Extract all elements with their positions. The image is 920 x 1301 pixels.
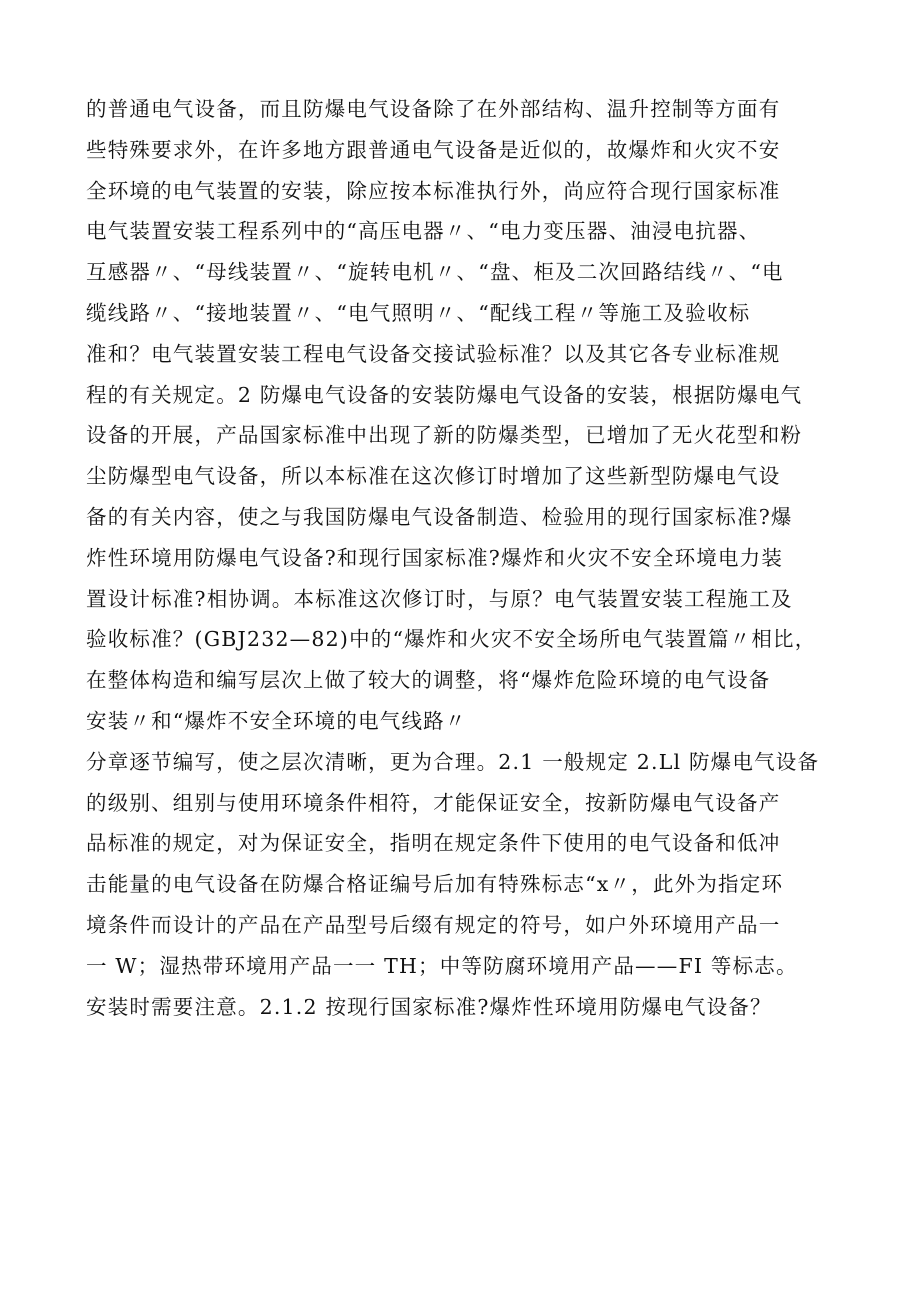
- text-line: 程的有关规定。2 防爆电气设备的安装防爆电气设备的安装，根据防爆电气: [86, 382, 803, 407]
- text-line: 验收标准？(GBJ232—82)中的“爆炸和火灾不安全场所电气装置篇〃相比，: [86, 627, 817, 652]
- text-line: 的级别、组别与使用环境条件相符，才能保证安全，按新防爆电气设备产: [86, 790, 781, 815]
- text-line: 炸性环境用防爆电气设备?和现行国家标准?爆炸和火灾不安全环境电力装: [86, 545, 784, 570]
- text-line: 一 W；湿热带环境用产品一一 TH；中等防腐环境用产品——FI 等标志。: [86, 953, 798, 978]
- text-line: 互感器〃、“母线装置〃、“旋转电机〃、“盘、柜及二次回路结线〃、“电: [86, 260, 784, 285]
- text-line: 缆线路〃、“接地装置〃、“电气照明〃、“配线工程〃等施工及验收标: [86, 300, 751, 325]
- text-line: 击能量的电气设备在防爆合格证编号后加有特殊标志“x〃，此外为指定环: [86, 872, 784, 897]
- text-line: 备的有关内容，使之与我国防爆电气设备制造、检验用的现行国家标准?爆: [86, 504, 793, 529]
- text-line: 境条件而设计的产品在产品型号后缀有规定的符号，如户外环境用产品一: [86, 912, 781, 937]
- body-text: [86, 89, 846, 1027]
- text-line: 尘防爆型电气设备，所以本标准在这次修订时增加了这些新型防爆电气设: [86, 464, 781, 489]
- text-line: 分章逐节编写，使之层次清晰，更为合理。2.1 一般规定 2.Ll 防爆电气设备: [86, 749, 820, 774]
- text-line: 在整体构造和编写层次上做了较大的调整，将“爆炸危险环境的电气设备: [86, 668, 771, 693]
- text-line: 准和？电气装置安装工程电气设备交接试验标准？以及其它各专业标准规: [86, 341, 781, 366]
- text-line: 置设计标准?相协调。本标准这次修订时，与原？电气装置安装工程施工及: [86, 586, 793, 611]
- text-line: 设备的开展，产品国家标准中出现了新的防爆类型，已增加了无火花型和粉: [86, 423, 803, 448]
- text-line: 安装时需要注意。2.1.2 按现行国家标准?爆炸性环境用防爆电气设备？: [86, 994, 772, 1019]
- text-line: 些特殊要求外，在许多地方跟普通电气设备是近似的，故爆炸和火灾不安: [86, 137, 781, 162]
- text-line: 安装〃和“爆炸不安全环境的电气线路〃: [86, 708, 467, 733]
- text-line: 全环境的电气装置的安装，除应按本标准执行外，尚应符合现行国家标准: [86, 178, 781, 203]
- text-line: 电气装置安装工程系列中的“高压电器〃、“电力变压器、油浸电抗器、: [86, 219, 761, 244]
- text-line: 品标准的规定，对为保证安全，指明在规定条件下使用的电气设备和低冲: [86, 831, 781, 856]
- text-line: 的普通电气设备，而且防爆电气设备除了在外部结构、温升控制等方面有: [86, 97, 781, 121]
